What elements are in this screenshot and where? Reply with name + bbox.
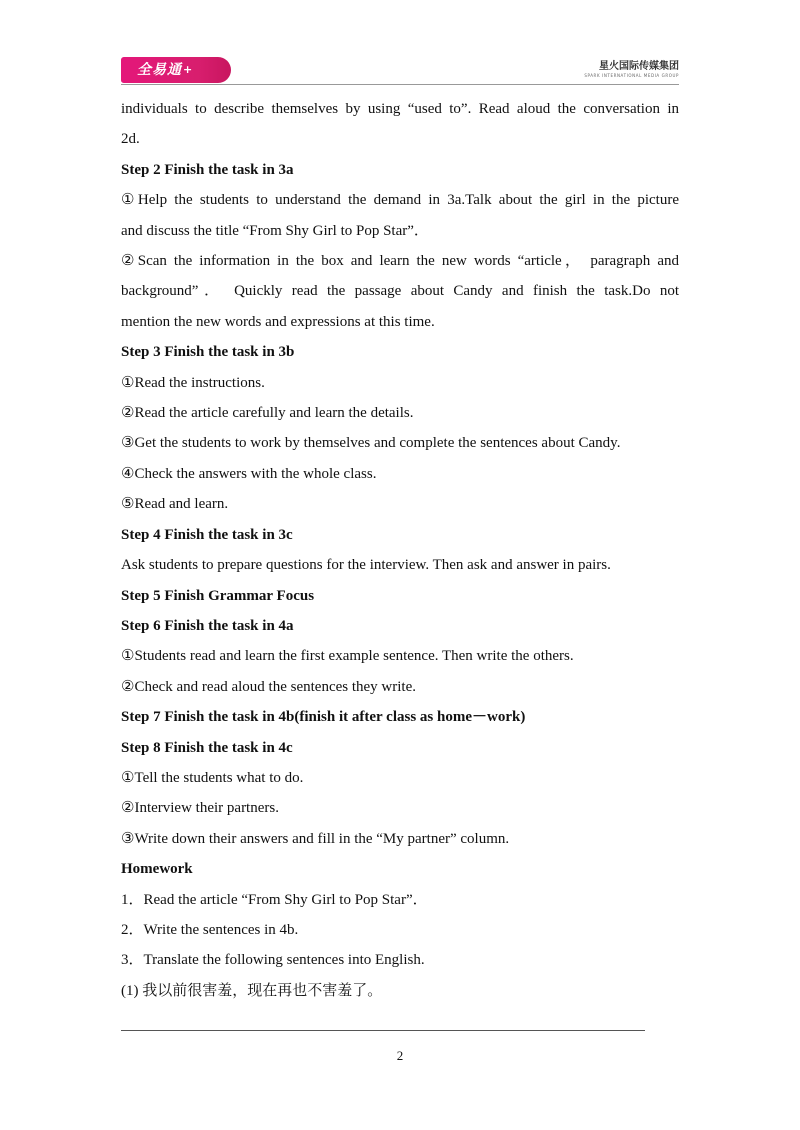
brand-name-cn: 星火国际传媒集团 [599,61,679,72]
text-line: ①Help the students to understand the demand in 3a.Talk about the girl in the picture [121,192,679,209]
section-heading: Step 5 Finish Grammar Focus [121,587,315,604]
text-line: and discuss the title “From Shy Girl to Pop Star”． [121,222,429,239]
text-line: mention the new words and expressions at this time. [121,313,435,330]
page-header [121,56,679,86]
logo-text: 全易通 [137,62,182,78]
text-line: background”． Quickly read the passage about Candy and finish the task.Do not [121,283,679,300]
logo-plus: + [183,63,194,76]
text-line: ①Students read and learn the first example sentence. Then write the others. [121,648,574,665]
section-heading: Homework [121,861,193,878]
document-body [121,94,679,1006]
text-line: ②Check and read aloud the sentences they write. [121,678,417,695]
section-heading: Step 2 Finish the task in 3a [121,161,294,178]
text-line: (1) 我以前很害羞，现在再也不害羞了。 [121,982,383,999]
footer-divider [121,1030,645,1031]
publisher-logo [121,57,231,83]
section-heading: Step 8 Finish the task in 4c [121,739,293,756]
brand-name-en: SPARK INTERNATIONAL MEDIA GROUP [584,73,679,78]
text-line: 3．Translate the following sentences into English. [121,952,425,969]
text-line: ②Read the article carefully and learn the details. [121,405,414,422]
text-line: Ask students to prepare questions for the interview. Then ask and answer in pairs. [121,557,611,574]
text-line: ②Scan the information in the box and learn the new words “article， paragraph and [121,253,679,270]
section-heading: Step 6 Finish the task in 4a [121,617,294,634]
text-line: 2．Write the sentences in 4b. [121,921,299,938]
text-line: ④Check the answers with the whole class. [121,465,377,482]
text-line: ⑤Read and learn. [121,496,229,513]
page-number: 2 [396,1048,404,1063]
section-heading: Step 3 Finish the task in 3b [121,344,295,361]
text-line: ②Interview their partners. [121,800,279,817]
text-line: 2d. [121,131,140,148]
text-line: ③Get the students to work by themselves and complete the sentences about Candy. [121,435,621,452]
text-line: individuals to describe themselves by using “used to”. Read aloud the conversation in [121,101,679,117]
section-heading: Step 7 Finish the task in 4b(finish it after class as home－work) [121,709,526,726]
section-heading: Step 4 Finish the task in 3c [121,526,293,543]
brand-block [584,61,679,79]
text-line: ③Write down their answers and fill in the “My partner” column. [121,830,510,847]
text-line: 1．Read the article “From Shy Girl to Pop Star”． [121,891,428,908]
text-line: ①Tell the students what to do. [121,769,304,786]
text-line: ①Read the instructions. [121,374,265,391]
header-divider [121,84,679,85]
